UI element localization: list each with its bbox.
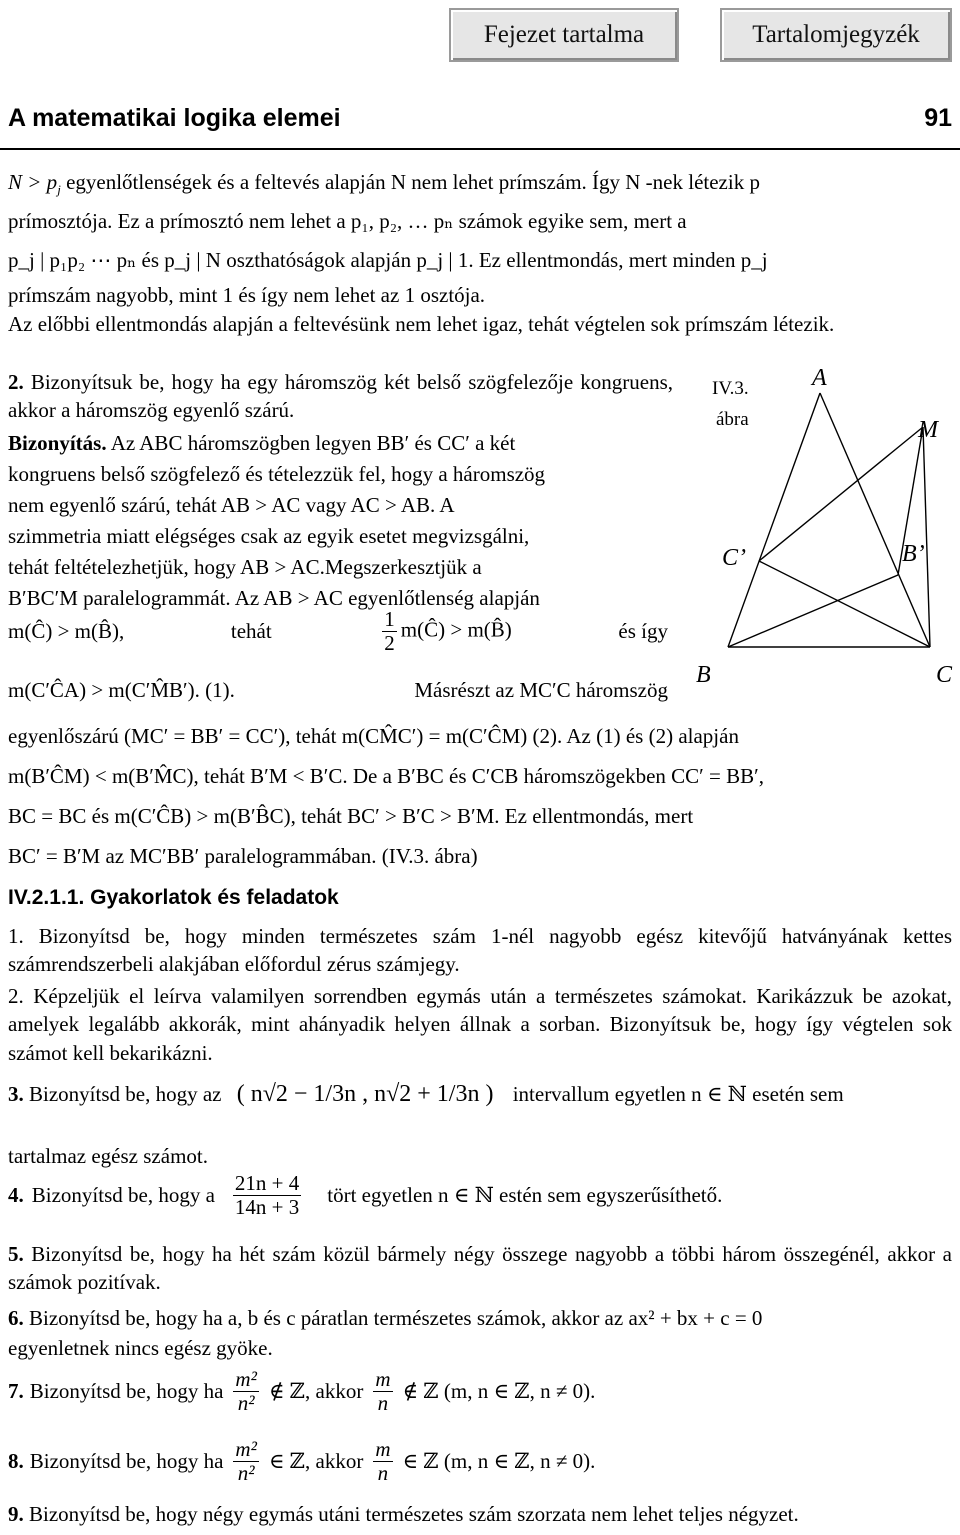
bisector-cc <box>759 561 930 647</box>
fraction: $\frac{m}{n}$ <box>375 1437 391 1486</box>
triangle-figure <box>690 355 958 695</box>
ineq-expression: $\frac{1}{2}$ m(Ĉ) > m(B̂) <box>384 607 512 656</box>
header-rule <box>0 148 960 150</box>
side-ab <box>728 393 820 647</box>
proof-line: prímosztója. Ez a prímosztó nem lehet a p₁, p₂, … pₙ számok egyike sem, mert a <box>8 209 687 233</box>
proof-line: szimmetria miatt elégséges csak az egyik esetet megvizsgálni, <box>8 523 530 548</box>
table-of-contents-button[interactable]: Tartalomjegyzék <box>720 8 952 62</box>
label-a: A <box>812 365 827 391</box>
angle-text: m(C′ĈA) > m(C′M̂B′). (1). <box>8 678 235 702</box>
fraction: $\frac{1}{2}$ <box>384 607 395 656</box>
proof-line: nem egyenlő szárú, tehát AB > AC vagy AC > AB. A <box>8 492 455 517</box>
proof-line: Bizonyítás. Az ABC háromszögben legyen BB′ és CC′ a két <box>8 430 516 455</box>
exercise-1: 1. Bizonyítsd be, hogy minden természetes szám 1-nél nagyobb egész kitevőjű hatványának kettes számrendszerbeli alakjában előfordul zérus számjegy. <box>8 924 953 977</box>
problem-2 <box>8 368 673 615</box>
proof-line: Az előbbi ellentmondás alapján a feltevésünk nem lehet igaz, tehát végtelen sok prímszám létezik. <box>8 312 835 336</box>
exercise-9: 9. Bizonyítsd be, hogy négy egymás utáni természetes szám szorzata nem lehet teljes négyzet. <box>8 1502 799 1526</box>
interval-expression: ( n√2 − 1/3n , n√2 + 1/3n ) <box>236 1081 494 1107</box>
proof-line: m(B′ĈM) < m(B′M̂C), tehát B′M < B′C. De a B′BC és C′CB háromszögekben CC′ = BB′, <box>8 764 764 788</box>
page-title: A matematikai logika elemei <box>8 104 341 132</box>
proof-line: egyenlőszárú (MC′ = BB′ = CC′), tehát m(CM̂C′) = m(C′ĈM) (2). Az (1) és (2) alapján <box>8 724 739 748</box>
exercise-5: 5. Bizonyítsd be, hogy ha hét szám közül bármely négy összege nagyobb a többi három összegénél, akkor a számok pozitívak. <box>8 1242 953 1295</box>
figure-caption: IV.3. <box>712 378 749 399</box>
proof-line: p_j | p₁p₂ ⋯ pₙ és p_j | N oszthatóságok alapján p_j | 1. Ez ellentmondás, mert minden p_j <box>8 248 768 272</box>
exercise-line: egyenletnek nincs egész gyöke. <box>8 1336 273 1360</box>
label-m: M <box>918 417 938 443</box>
page-header <box>8 100 952 140</box>
bisector-bb <box>728 575 898 647</box>
ineq-text: m(Ĉ) > m(B̂), <box>8 619 125 644</box>
label-c-prime: C’ <box>722 545 746 571</box>
exercise-3-cont: tartalmaz egész számot. <box>8 1144 208 1168</box>
proof-line: tehát feltételezhetjük, hogy AB > AC.Megszerkesztjük a <box>8 554 482 579</box>
proof-continuation <box>8 722 952 882</box>
problem-2-statement: 2. Bizonyítsuk be, hogy ha egy háromszög két belső szögfelezője kongruens, akkor a háromszög egyenlő szárú. <box>8 370 674 423</box>
proof-line: B′BC′M paralelogrammát. Az AB > AC egyenlőtlenség alapján <box>8 585 540 610</box>
proof-line: kongruens belső szögfelező és tételezzük fel, hogy a háromszög <box>8 461 546 486</box>
proof-line: BC = BC és m(C′ĈB) > m(B′B̂C), tehát BC′ > B′C > B′M. Ez ellentmondás, mert <box>8 804 694 828</box>
proof-line: BC′ = B′M az MC′BB′ paralelogrammában. (IV.3. ábra) <box>8 844 478 868</box>
fraction: $\frac{21n + 4}{14n + 3}$ <box>234 1171 300 1220</box>
figure-caption: ábra <box>716 409 749 430</box>
inequality-line <box>8 608 668 655</box>
label-c: C <box>936 662 953 688</box>
exercise-line: 6. Bizonyítsd be, hogy ha a, b és c páratlan természetes számok, akkor az ax² + bx + c = 0 <box>8 1306 763 1330</box>
ineq-text: és így <box>618 619 668 644</box>
exercise-3: 3. Bizonyítsd be, hogy az ( n√2 − 1/3n , n√2 + 1/3n ) intervallum egyetlen n ∈ ℕ esetén sem <box>8 1081 844 1107</box>
exercises-heading: IV.2.1.1. Gyakorlatok és feladatok <box>8 886 339 909</box>
problem-2-proof <box>8 429 673 615</box>
exercise-7: 7. Bizonyítsd be, hogy ha $\frac{\text{m²}}{\text{n²}}$ ∉ ℤ, akkor $\frac{m}{n}$ ∉ ℤ (m, n ∈ ℤ, n ≠ 0). <box>8 1367 596 1416</box>
fraction: $\frac{\text{m²}}{\text{n²}}$ <box>235 1367 257 1416</box>
side-ac <box>820 393 930 647</box>
proof-intro <box>8 168 952 338</box>
proof-line: prímszám nagyobb, mint 1 és így nem lehet az 1 osztója. <box>8 283 486 307</box>
proof-line: $N > p_j$ egyenlőtlenségek és a feltevés alapján N nem lehet prímszám. Így N -nek létezik p <box>8 170 760 198</box>
angle-line <box>8 676 668 704</box>
page-number: 91 <box>924 104 952 132</box>
angle-text: Másrészt az MC′C háromszög <box>414 678 668 702</box>
segment-mc <box>923 427 930 647</box>
fraction: $\frac{m}{n}$ <box>375 1367 391 1416</box>
chapter-contents-button[interactable]: Fejezet tartalma <box>449 8 679 62</box>
label-b: B <box>696 662 711 688</box>
exercise-2: 2. Képzeljük el leírva valamilyen sorrendben egymás után a természetes számokat. Karikázzuk be azokat, amelyek legalább akkorák, mint ahányadik helyen állnak a sorban. Bizonyítsuk be, hogy így végtelen sok számot kell bekarikázni. <box>8 984 953 1065</box>
fraction: $\frac{\text{m²}}{\text{n²}}$ <box>235 1437 257 1486</box>
exercise-8: 8. Bizonyítsd be, hogy ha $\frac{\text{m²}}{\text{n²}}$ ∈ ℤ, akkor $\frac{m}{n}$ ∈ ℤ (m, n ∈ ℤ, n ≠ 0). <box>8 1437 596 1486</box>
exercise-4: 4. Bizonyítsd be, hogy a $\frac{21n + 4}{14n + 3}$ tört egyetlen n ∈ ℕ estén sem egyszerűsíthető. <box>8 1171 723 1220</box>
ineq-text: tehát <box>230 619 272 644</box>
label-b-prime: B’ <box>902 541 925 567</box>
exercise-6 <box>8 1304 952 1361</box>
